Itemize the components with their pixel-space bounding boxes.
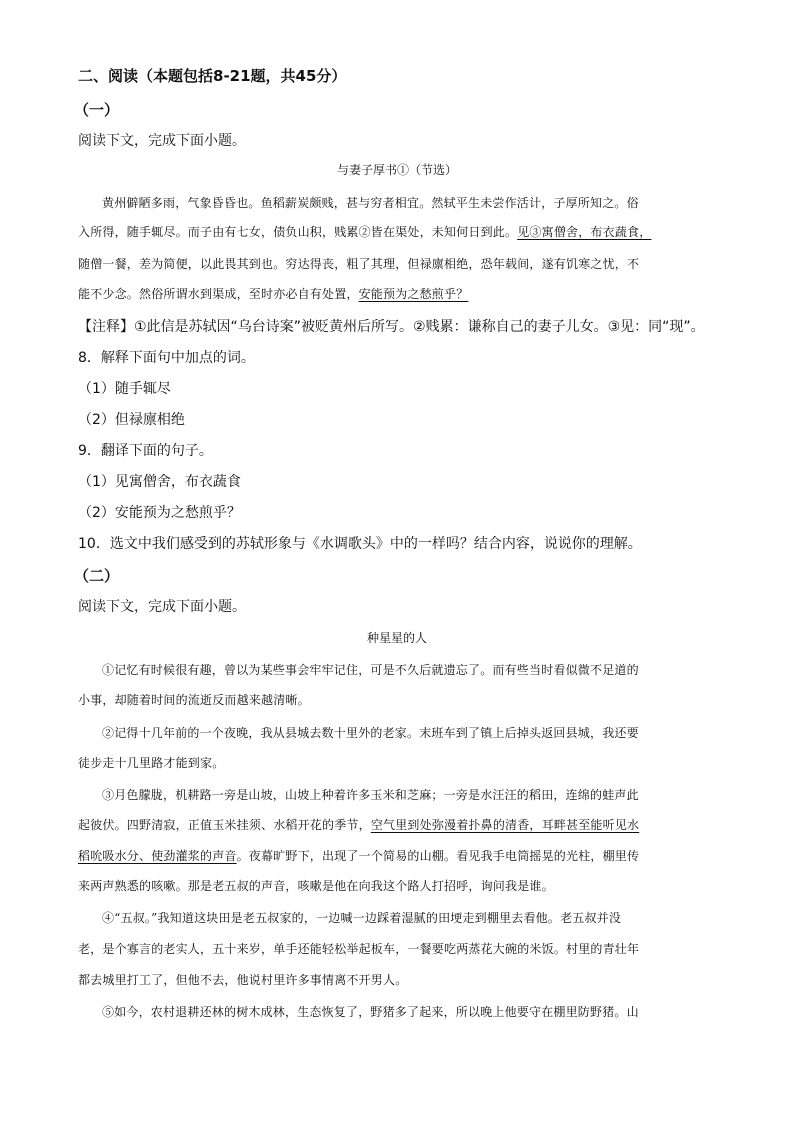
paragraph-3-line-1: ③月色朦胧，机耕路一旁是山坡，山坡上种着许多玉米和芝麻；一旁是水汪汪的稻田，连绵的蛙声此 (102, 788, 639, 802)
paragraph-4-line-2: 老，是个寡言的老实人，五十来岁，单手还能轻松举起板车，一餐要吃两蒸花大碗的米饭。村里的青壮年 (78, 942, 640, 956)
classical-line-1: 黄州僻陋多雨，气象昏昏也。鱼稻薪炭颇贱，甚与穷者相宜。然轼平生未尝作活计，子厚所知之。俗 (102, 196, 639, 210)
underlined-sentence-3b: 稻吮吸水分、使劲灌浆的声音 (78, 849, 237, 863)
underlined-sentence-3a: 空气里到处弥漫着扑鼻的清香，耳畔甚至能听见水 (370, 818, 640, 832)
classical-line-3: 随僧一餐，差为简便，以此畏其到也。穷达得丧，粗了其理，但禄廪相绝，恐年载间，遂有饥寒之忧，不 (78, 257, 640, 271)
underlined-sentence-2: 安能预为之愁煎乎？ (358, 287, 469, 301)
part1-label: （一） (74, 101, 120, 119)
question-10: 10．选文中我们感受到的苏轼形象与《水调歌头》中的一样吗？结合内容，说说你的理解。 (78, 536, 642, 552)
paragraph-5-line-1: ⑤如今，农村退耕还林的树木成林，生态恢复了，野猪多了起来，所以晚上他要守在棚里防野猪。山 (102, 1005, 639, 1019)
paragraph-4-line-3: 都去城里打工了，但他不去，他说村里许多事情离不开男人。 (78, 973, 408, 987)
part2-title: 种星星的人 (366, 631, 427, 645)
classical-line-4: 能不少念。然俗所谓水到渠成，至时亦必自有处置，安能预为之愁煎乎？ (78, 287, 469, 301)
paragraph-3-line-2: 起彼伏。四野清寂，正值玉米挂须、水稻开花的季节，空气里到处弥漫着扑鼻的清香，耳畔甚至能听见水 (78, 818, 640, 832)
annotation-note: 【注释】①此信是苏轼因“乌台诗案”被贬黄州后所写。②贱累：谦称自己的妻子儿女。③见：同“现”。 (78, 319, 705, 335)
section-heading: 二、阅读（本题包括8-21题，共45分） (78, 67, 347, 85)
question-9-1: （1）见寓僧舍，布衣蔬食 (78, 474, 241, 490)
paragraph-1-line-2: 小事，却随着时间的流逝反而越来越清晰。 (78, 693, 310, 707)
underlined-sentence-1: 见③寓僧舍，布衣蔬食， (517, 225, 652, 239)
question-8-2: （2）但禄廪相绝 (78, 412, 185, 428)
question-9-2: （2）安能预为之愁煎乎？ (78, 505, 241, 521)
question-8-1: （1）随手辄尽 (78, 381, 171, 397)
paragraph-1-line-1: ①记忆有时候很有趣，曾以为某些事会牢牢记住，可是不久后就遗忘了。而有些当时看似微不足道的 (102, 663, 639, 677)
paragraph-4-line-1: ④“五叔。”我知道这块田是老五叔家的，一边喊一边踩着湿腻的田埂走到棚里去看他。老五叔并没 (102, 911, 622, 925)
paragraph-3-line-3: 稻吮吸水分、使劲灌浆的声音。夜幕旷野下，出现了一个简易的山棚。看见我手电筒摇晃的光柱，棚里传 (78, 849, 640, 863)
part2-label: （二） (74, 567, 120, 585)
part1-instruction: 阅读下文，完成下面小题。 (78, 133, 246, 149)
classical-line-2: 入所得，随手辄尽。而子由有七女，债负山积，贱累②皆在渠处，未知何日到此。见③寓僧舍，布衣蔬食， (78, 225, 652, 239)
paragraph-2-line-1: ②记得十几年前的一个夜晚，我从县城去数十里外的老家。末班车到了镇上后掉头返回县城，我还要 (102, 726, 639, 740)
part1-title: 与妻子厚书①（节选） (336, 163, 457, 177)
question-9: 9．翻译下面的句子。 (78, 443, 213, 459)
part2-instruction: 阅读下文，完成下面小题。 (78, 599, 246, 615)
paragraph-3-line-4: 来两声熟悉的咳嗽。那是老五叔的声音，咳嗽是他在向我这个路人打招呼，询问我是谁。 (78, 879, 554, 893)
question-8: 8．解释下面句中加点的词。 (78, 350, 255, 366)
paragraph-2-line-2: 徒步走十几里路才能到家。 (78, 756, 225, 770)
